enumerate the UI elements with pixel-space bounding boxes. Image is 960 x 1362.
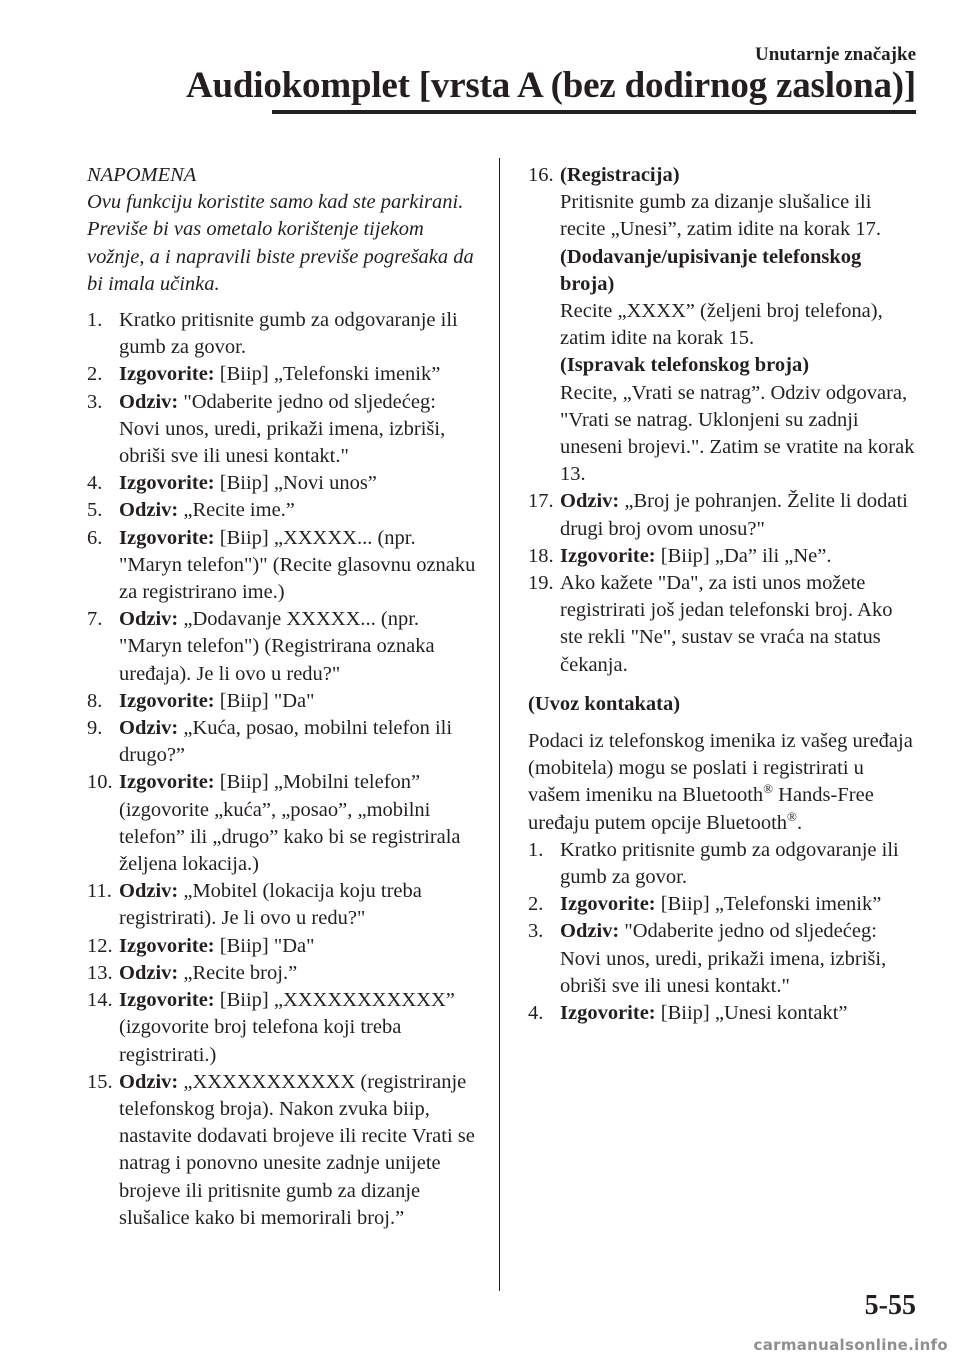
step-item	[87, 307, 479, 361]
step-text	[119, 769, 479, 878]
import-text: Hands-Free uređaju putem opcije Bluetooth	[528, 784, 874, 834]
step-number: 1.	[87, 309, 103, 332]
page-number: 5-55	[864, 1290, 916, 1321]
registered-mark: ®	[763, 781, 774, 797]
step-keyword: Izgovorite:	[119, 989, 215, 1012]
step-number: 3.	[87, 390, 103, 413]
step-text	[119, 933, 479, 960]
step-list-continued	[528, 488, 920, 678]
step-text	[119, 987, 479, 1069]
step-content: „Broj je pohranjen. Želite li dodati drugi broj ovom unosu?"	[560, 490, 908, 540]
step-content: "Odaberite jedno od sljedećeg: Novi unos, uredi, prikaži imena, izbriši, obriši sve ili unesi kontakt."	[119, 390, 446, 468]
step-text	[560, 488, 920, 542]
step-number: 3.	[528, 920, 544, 943]
step-text	[119, 525, 479, 607]
step-item	[528, 1000, 920, 1027]
step-keyword: Izgovorite:	[119, 934, 215, 957]
step-text	[119, 606, 479, 688]
option-heading-add-number: (Dodavanje/upisivanje telefonskog broja)	[560, 245, 862, 295]
step-number: 5.	[87, 499, 103, 522]
step-item	[528, 162, 920, 488]
step-item	[87, 688, 479, 715]
option-text: Recite, „Vrati se natrag”. Odziv odgovara, "Vrati se natrag. Uklonjeni su zadnji uneseni brojevi.". Zatim se vratite na korak 13.	[560, 381, 915, 486]
step-content: Kratko pritisnite gumb za odgovaranje ili gumb za govor.	[119, 309, 458, 359]
section-heading-import-contacts: (Uvoz kontakata)	[528, 692, 681, 715]
step-content: [Biip] „Unesi kontakt”	[655, 1002, 848, 1025]
step-item	[528, 837, 920, 891]
step-content: [Biip] "Da"	[214, 689, 315, 712]
import-description	[528, 728, 920, 837]
note-text: Ovu funkciju koristite samo kad ste parkirani. Previše bi vas ometalo korištenje tijekom vožnje, a i napravili biste previše pogrešaka da bi imala učinka.	[87, 191, 474, 295]
note-title: NAPOMENA	[87, 164, 197, 186]
option-heading-registration: (Registracija)	[560, 164, 680, 186]
step-item	[87, 878, 479, 932]
step-list-registration	[87, 307, 479, 1232]
step-content: "Odaberite jedno od sljedećeg: Novi unos, uredi, prikaži imena, izbriši, obriši sve ili unesi kontakt."	[560, 920, 887, 997]
step-number: 6.	[87, 526, 103, 549]
step-keyword: Izgovorite:	[119, 771, 215, 794]
step-item	[87, 987, 479, 1069]
step-keyword: Odziv:	[560, 920, 620, 943]
step-keyword: Odziv:	[119, 608, 179, 631]
step-item	[87, 470, 479, 497]
step-text	[119, 307, 479, 361]
step-item	[87, 1069, 479, 1232]
step-content: Ako kažete "Da", za isti unos možete registrirati još jedan telefonski broj. Ako ste rekli "Ne", sustav se vraća na status čekanja.	[560, 572, 893, 676]
step-content: „Kuća, posao, mobilni telefon ili drugo?”	[119, 717, 453, 767]
step-item	[528, 891, 920, 918]
step-keyword: Odziv:	[119, 499, 179, 522]
step-text	[119, 470, 479, 497]
step-text	[119, 497, 479, 524]
column-divider	[499, 158, 500, 1291]
step-keyword: Izgovorite:	[119, 363, 215, 386]
step-keyword: Izgovorite:	[560, 1002, 656, 1025]
import-text: Podaci iz telefonskog imenika iz vašeg uređaja (mobitela) mogu se poslati i registrirati u vašem imeniku na Bluetooth	[528, 730, 913, 807]
step-item	[87, 525, 479, 607]
step-item	[87, 715, 479, 769]
step-number: 10.	[87, 771, 113, 794]
step-number: 17.	[528, 490, 554, 513]
step-item	[528, 488, 920, 542]
step-content: [Biip] „Mobilni telefon” (izgovorite „kuća”, „posao”, „mobilni telefon” ili „drugo” kako bi se registrirala željena lokacija.)	[119, 771, 461, 876]
section-label: Unutarnje značajke	[755, 44, 916, 65]
step-keyword: Odziv:	[119, 961, 179, 984]
step-item	[87, 933, 479, 960]
step-number: 2.	[87, 363, 103, 386]
step-number: 18.	[528, 544, 554, 567]
step-number: 15.	[87, 1070, 113, 1093]
step-text	[560, 570, 920, 679]
step-content: [Biip] „XXXXXXXXXXX” (izgovorite broj telefona koji treba registrirati.)	[119, 989, 455, 1066]
right-column	[528, 162, 920, 1027]
step-content: [Biip] „Telefonski imenik”	[214, 363, 441, 386]
step-number: 2.	[528, 893, 544, 916]
step-keyword: Izgovorite:	[119, 526, 215, 549]
step-text	[560, 837, 920, 891]
step-text	[560, 543, 920, 570]
option-text: Recite „XXXX” (željeni broj telefona), zatim idite na korak 15.	[560, 300, 883, 350]
step-content: [Biip] „Da” ili „Ne”.	[655, 544, 832, 567]
step-content: [Biip] „Novi unos”	[214, 472, 377, 495]
step-content: „Recite ime.”	[178, 499, 295, 522]
left-column	[87, 162, 479, 1232]
registered-mark: ®	[787, 808, 797, 824]
step-number: 4.	[87, 472, 103, 495]
step-item	[528, 918, 920, 1000]
step-keyword: Izgovorite:	[560, 893, 656, 916]
step-text	[119, 389, 479, 471]
step-number: 1.	[528, 838, 544, 861]
step-item	[87, 606, 479, 688]
step-content: „Recite broj.”	[178, 961, 298, 984]
step-content: [Biip] „Telefonski imenik”	[655, 893, 882, 916]
step-number: 4.	[528, 1002, 544, 1025]
step-text	[560, 162, 920, 488]
step-keyword: Odziv:	[119, 390, 179, 413]
step-number: 11.	[87, 880, 112, 903]
step-keyword: Izgovorite:	[560, 544, 656, 567]
step-list-import	[528, 837, 920, 1027]
step-text	[119, 878, 479, 932]
step-number: 9.	[87, 717, 103, 740]
step-number: 13.	[87, 961, 113, 984]
step-keyword: Odziv:	[119, 880, 179, 903]
step-content: „XXXXXXXXXXX (registriranje telefonskog broja). Nakon zvuka biip, nastavite dodavati brojeve ili recite Vrati se natrag i ponovno unesite zadnje unijete brojeve ili pritisnite gumb za dizanje slušalice kako bi memorirali broj.”	[119, 1070, 475, 1229]
step-item	[528, 570, 920, 679]
step-content: Kratko pritisnite gumb za odgovaranje ili gumb za govor.	[560, 838, 899, 889]
import-text: .	[796, 811, 803, 834]
step-item	[87, 960, 479, 987]
step-number: 8.	[87, 689, 103, 712]
step-number: 16.	[528, 164, 554, 186]
step-number: 12.	[87, 934, 113, 957]
page-title: Audiokomplet [vrsta A (bez dodirnog zaslona)]	[185, 65, 916, 106]
header-rule	[272, 110, 916, 114]
step-text	[119, 1069, 479, 1232]
step-item	[87, 497, 479, 524]
step-keyword: Odziv:	[119, 717, 179, 740]
step-item	[528, 543, 920, 570]
step-text	[119, 960, 479, 987]
step-keyword: Izgovorite:	[119, 472, 215, 495]
step-item	[87, 769, 479, 878]
step-text	[560, 1000, 920, 1027]
step-content: „Dodavanje XXXXX... (npr. "Maryn telefon") (Registrirana oznaka uređaja). Je li ovo u redu?"	[119, 608, 435, 685]
step-text	[560, 891, 920, 918]
step-keyword: Odziv:	[560, 490, 620, 513]
step-item	[87, 389, 479, 471]
step-keyword: Odziv:	[119, 1070, 179, 1093]
step-text	[560, 918, 920, 1000]
step-text	[119, 361, 479, 388]
step-number: 14.	[87, 989, 113, 1012]
step-content: „Mobitel (lokacija koju treba registrirati). Je li ovo u redu?"	[119, 880, 422, 930]
step-content: [Biip] „XXXXX... (npr. "Maryn telefon")" (Recite glasovnu oznaku za registrirano ime.)	[119, 526, 476, 604]
step-text	[119, 688, 479, 715]
step-content: [Biip] "Da"	[214, 934, 315, 957]
option-heading-correct-number: (Ispravak telefonskog broja)	[560, 354, 810, 377]
step-keyword: Izgovorite:	[119, 689, 215, 712]
step-text	[119, 715, 479, 769]
step-number: 7.	[87, 608, 103, 631]
watermark: carmanualsonline.info	[753, 1336, 948, 1354]
step-item	[87, 361, 479, 388]
step-number: 19.	[528, 572, 554, 595]
option-text: Pritisnite gumb za dizanje slušalice ili recite „Unesi”, zatim idite na korak 17.	[560, 191, 882, 241]
